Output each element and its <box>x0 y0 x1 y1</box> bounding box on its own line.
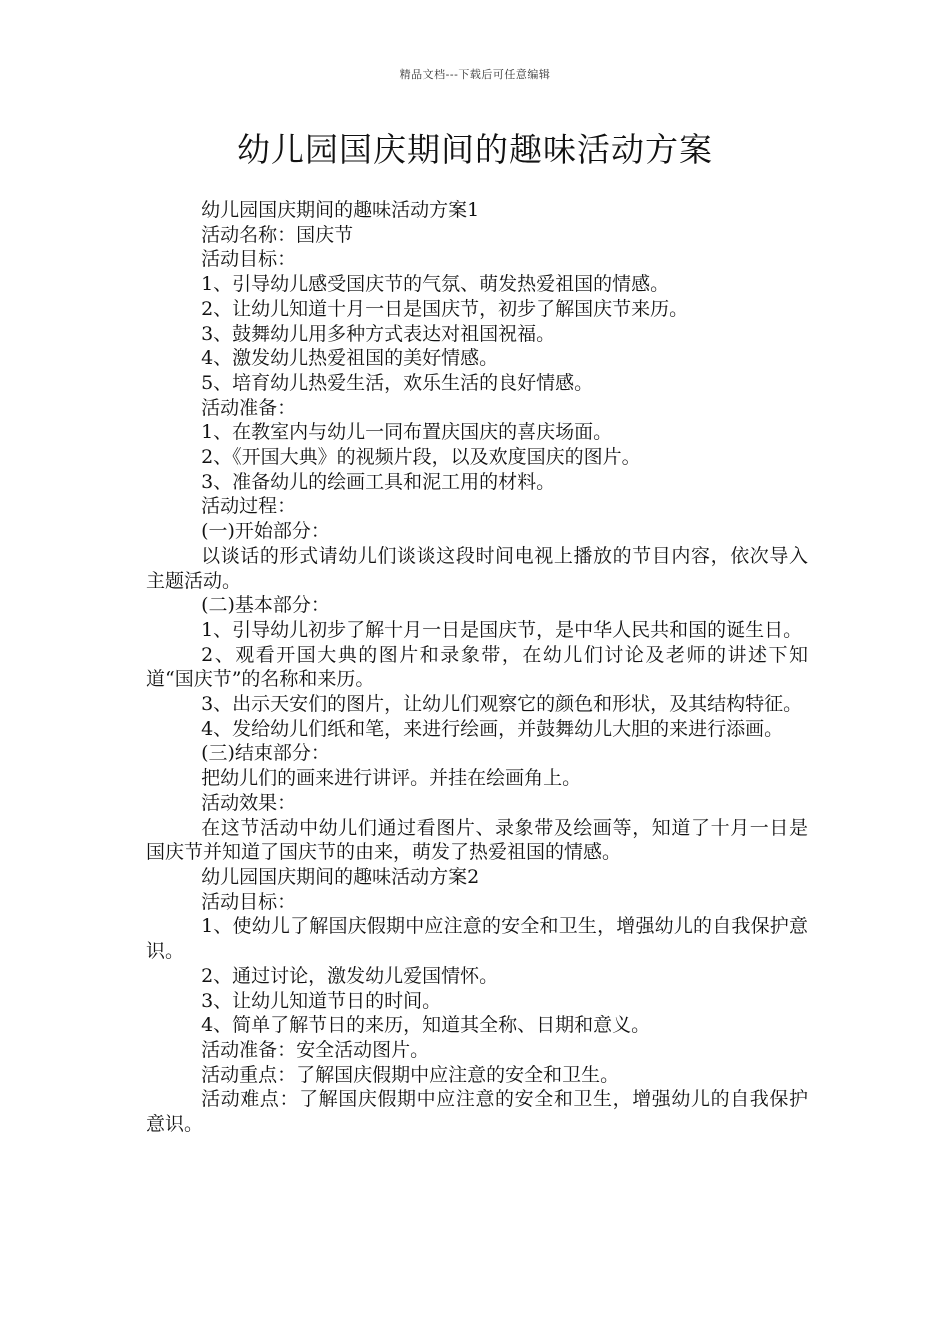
paragraph: 把幼儿们的画来进行讲评。并挂在绘画角上。 <box>201 767 582 790</box>
paragraph: 2、通过讨论，激发幼儿爱国情怀。 <box>201 964 499 987</box>
paragraph: 1、引导幼儿感受国庆节的气氛、萌发热爱祖国的情感。 <box>201 273 670 296</box>
paragraph: 1、引导幼儿初步了解十月一日是国庆节，是中华人民共和国的诞生日。 <box>201 618 803 641</box>
paragraph: 活动目标： <box>201 248 297 271</box>
paragraph: 活动重点：了解国庆假期中应注意的安全和卫生。 <box>201 1063 620 1086</box>
header-note: 精品文档---下载后可任意编辑 <box>399 68 551 81</box>
paragraph: 1、使幼儿了解国庆假期中应注意的安全和卫生，增强幼儿的自我保护意识。 <box>146 915 808 963</box>
paragraph: 2、观看开国大典的图片和录象带，在幼儿们讨论及老师的讲述下知道“国庆节”的名称和来历。 <box>146 643 808 691</box>
paragraph: 2、让幼儿知道十月一日是国庆节，初步了解国庆节来历。 <box>201 297 689 320</box>
paragraph: 活动效果： <box>201 791 297 814</box>
paragraph: 3、准备幼儿的绘画工具和泥工用的材料。 <box>201 470 556 493</box>
document-title: 幼儿园国庆期间的趣味活动方案 <box>237 130 713 169</box>
paragraph: 活动名称：国庆节 <box>201 223 354 246</box>
paragraph: (二)基本部分： <box>201 594 330 617</box>
paragraph: 2、《开国大典》的视频片段，以及欢度国庆的图片。 <box>201 446 641 469</box>
paragraph: 3、鼓舞幼儿用多种方式表达对祖国祝福。 <box>201 322 556 345</box>
paragraph: 活动难点：了解国庆假期中应注意的安全和卫生，增强幼儿的自我保护意识。 <box>146 1088 808 1136</box>
paragraph: (三)结束部分： <box>201 742 330 765</box>
paragraph: 活动过程： <box>201 495 297 518</box>
paragraph: 活动目标： <box>201 890 297 913</box>
paragraph: 幼儿园国庆期间的趣味活动方案2 <box>201 865 480 888</box>
paragraph: 4、激发幼儿热爱祖国的美好情感。 <box>201 347 499 370</box>
paragraph: 在这节活动中幼儿们通过看图片、录象带及绘画等，知道了十月一日是国庆节并知道了国庆节的由来，萌发了热爱祖国的情感。 <box>146 816 808 864</box>
paragraph: 以谈话的形式请幼儿们谈谈这段时间电视上播放的节目内容，依次导入主题活动。 <box>146 544 808 592</box>
paragraph: (一)开始部分： <box>201 520 330 543</box>
document-body <box>146 198 808 1137</box>
paragraph: 活动准备： <box>201 396 297 419</box>
paragraph: 3、出示天安们的图片，让幼儿们观察它的颜色和形状，及其结构特征。 <box>201 693 803 716</box>
paragraph: 活动准备：安全活动图片。 <box>201 1038 430 1061</box>
paragraph: 4、简单了解节日的来历，知道其全称、日期和意义。 <box>201 1014 651 1037</box>
paragraph: 4、发给幼儿们纸和笔，来进行绘画，并鼓舞幼儿大胆的来进行添画。 <box>201 717 784 740</box>
paragraph: 3、让幼儿知道节日的时间。 <box>201 989 442 1012</box>
paragraph: 幼儿园国庆期间的趣味活动方案1 <box>201 199 480 221</box>
paragraph: 5、培育幼儿热爱生活，欢乐生活的良好情感。 <box>201 371 594 394</box>
paragraph: 1、在教室内与幼儿一同布置庆国庆的喜庆场面。 <box>201 421 613 444</box>
